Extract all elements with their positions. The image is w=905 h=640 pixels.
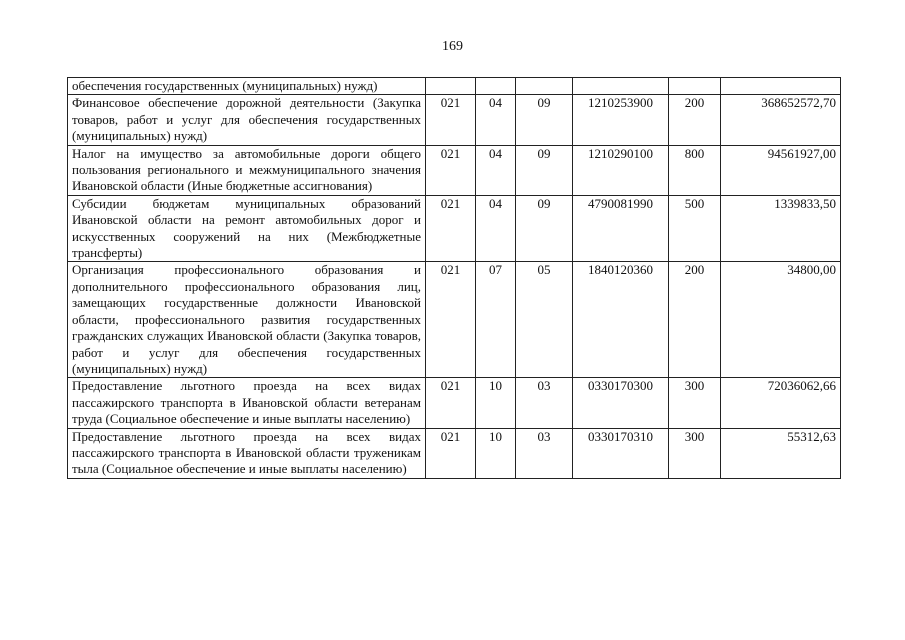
target-item-code: 1840120360	[573, 262, 669, 378]
target-item-code: 4790081990	[573, 195, 669, 262]
expense-type-code: 800	[669, 145, 721, 195]
expense-type-code: 500	[669, 195, 721, 262]
section-code: 10	[476, 428, 516, 478]
amount: 368652572,70	[721, 95, 841, 145]
section-code: 04	[476, 195, 516, 262]
expense-description: Налог на имущество за автомобильные дороги общего пользования регионального и межмуниципального значения Ивановской области (Иные бюджетные ассигнования)	[68, 145, 426, 195]
target-item-code	[573, 78, 669, 95]
expense-description: обеспечения государственных (муниципальных) нужд)	[68, 78, 426, 95]
table-row	[68, 95, 841, 145]
target-item-code: 1210253900	[573, 95, 669, 145]
expense-description: Организация профессионального образования и дополнительного профессионального образования лиц, замещающих государственные должности Ивановской области, профессионального развития государственных гражданских служащих Ивановской области (Закупка товаров, работ и услуг для обеспечения государственных (муниципальных) нужд)	[68, 262, 426, 378]
section-code: 04	[476, 145, 516, 195]
table-row	[68, 145, 841, 195]
expense-description: Предоставление льготного проезда на всех видах пассажирского транспорта в Ивановской области ветеранам труда (Социальное обеспечение и иные выплаты населению)	[68, 378, 426, 428]
expense-description: Финансовое обеспечение дорожной деятельности (Закупка товаров, работ и услуг для обеспечения государственных (муниципальных) нужд)	[68, 95, 426, 145]
ministry-code: 021	[426, 145, 476, 195]
amount: 94561927,00	[721, 145, 841, 195]
expense-description: Субсидии бюджетам муниципальных образований Ивановской области на ремонт автомобильных дорог и искусственных сооружений на них (Межбюджетные трансферты)	[68, 195, 426, 262]
page-number: 169	[442, 39, 463, 54]
expense-type-code: 300	[669, 378, 721, 428]
expense-type-code	[669, 78, 721, 95]
target-item-code: 0330170300	[573, 378, 669, 428]
subsection-code: 09	[516, 195, 573, 262]
subsection-code: 03	[516, 428, 573, 478]
ministry-code	[426, 78, 476, 95]
table-row	[68, 195, 841, 262]
ministry-code: 021	[426, 262, 476, 378]
budget-table	[67, 77, 841, 479]
ministry-code: 021	[426, 95, 476, 145]
subsection-code: 05	[516, 262, 573, 378]
table-row	[68, 428, 841, 478]
subsection-code: 09	[516, 145, 573, 195]
expense-type-code: 200	[669, 95, 721, 145]
target-item-code: 1210290100	[573, 145, 669, 195]
amount: 72036062,66	[721, 378, 841, 428]
section-code: 04	[476, 95, 516, 145]
table-row	[68, 378, 841, 428]
expense-description: Предоставление льготного проезда на всех видах пассажирского транспорта в Ивановской области труженикам тыла (Социальное обеспечение и иные выплаты населению)	[68, 428, 426, 478]
amount: 34800,00	[721, 262, 841, 378]
amount: 55312,63	[721, 428, 841, 478]
section-code: 10	[476, 378, 516, 428]
ministry-code: 021	[426, 428, 476, 478]
expense-type-code: 200	[669, 262, 721, 378]
expense-type-code: 300	[669, 428, 721, 478]
amount: 1339833,50	[721, 195, 841, 262]
target-item-code: 0330170310	[573, 428, 669, 478]
subsection-code: 09	[516, 95, 573, 145]
table-row	[68, 78, 841, 95]
ministry-code: 021	[426, 378, 476, 428]
subsection-code	[516, 78, 573, 95]
table-row	[68, 262, 841, 378]
ministry-code: 021	[426, 195, 476, 262]
section-code	[476, 78, 516, 95]
section-code: 07	[476, 262, 516, 378]
amount	[721, 78, 841, 95]
subsection-code: 03	[516, 378, 573, 428]
